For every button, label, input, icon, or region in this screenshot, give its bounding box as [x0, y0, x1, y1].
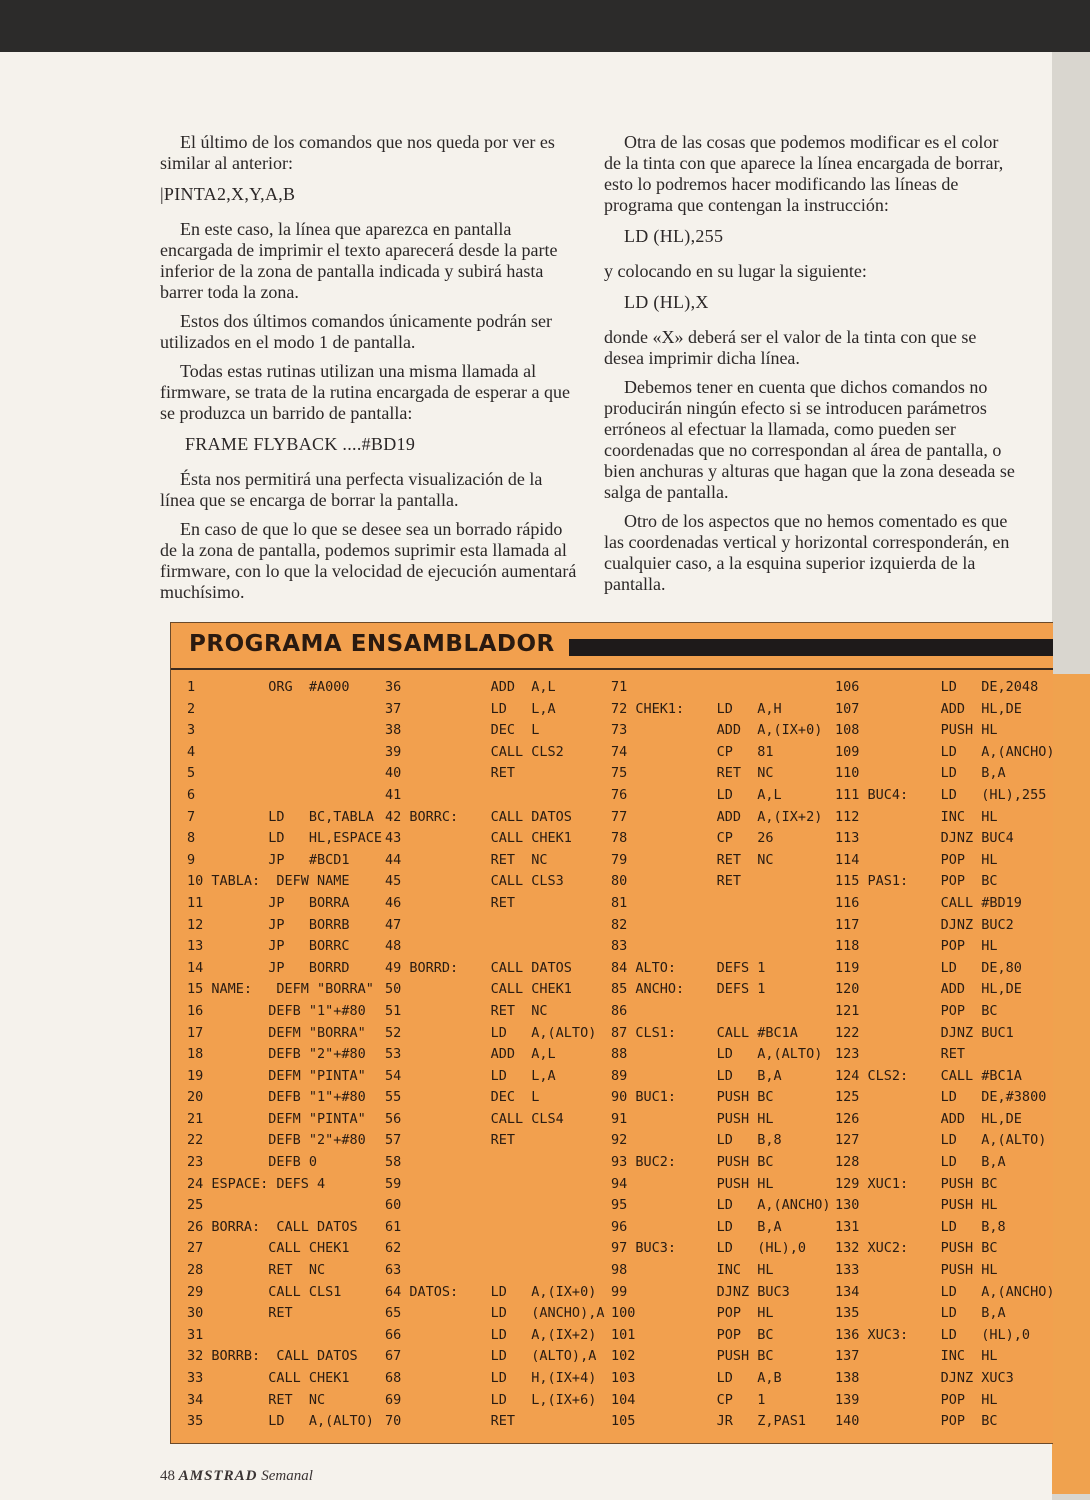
code-listing-line: 57 RET [385, 1132, 516, 1149]
code-line: LD (HL),X [624, 292, 709, 312]
code-listing-line: 51 RET NC [385, 1002, 548, 1019]
code-listing-line: 138 DJNZ XUC3 [835, 1370, 1014, 1386]
code-listing-line: 12 JP BORRB [187, 916, 350, 933]
code-listing-line: 3 [187, 722, 196, 739]
title-bar-decoration [569, 639, 1053, 656]
next-page-edge [1052, 52, 1090, 1500]
code-listing-line: 25 [187, 1197, 204, 1214]
code-listing-line: 63 [385, 1262, 402, 1279]
code-listing-line: 110 LD B,A [835, 765, 1006, 782]
code-listing-line: 86 [611, 1002, 628, 1019]
code-listing-line: 58 [385, 1154, 402, 1171]
code-listing-line: 55 DEC L [385, 1089, 540, 1106]
code-line: FRAME FLYBACK ....#BD19 [185, 434, 416, 454]
code-listing-line: 117 DJNZ BUC2 [835, 916, 1014, 933]
code-listing-line: 4 [187, 743, 196, 760]
paragraph: donde «X» deberá ser el valor de la tinta con que se desea imprimir dicha línea. [604, 327, 977, 368]
code-listing-line: 40 RET [385, 765, 516, 782]
code-listing-line: 116 CALL #BD19 [835, 894, 1022, 911]
code-line: LD (HL),255 [624, 226, 724, 246]
code-listing-line: 64 DATOS: LD A,(IX+0) [385, 1283, 597, 1300]
program-header [171, 623, 1053, 667]
code-listing-line: 32 BORRB: CALL DATOS [187, 1348, 358, 1365]
code-listing-line: 46 RET [385, 894, 516, 911]
code-listing-line: 111 BUC4: LD (HL),255 [835, 786, 1047, 803]
code-line: |PINTA2,X,Y,A,B [160, 184, 296, 204]
code-listing-line: 59 [385, 1175, 402, 1192]
code-listing-line: 5 [187, 765, 196, 782]
listing-column-1 [187, 677, 382, 1433]
code-listing-line: 23 DEFB 0 [187, 1154, 318, 1171]
code-listing-line: 79 RET NC [611, 851, 774, 868]
code-listing-line: 87 CLS1: CALL #BC1A [611, 1024, 798, 1041]
code-listing-line: 77 ADD A,(IX+2) [611, 808, 823, 825]
code-listing-line: 139 POP HL [835, 1391, 998, 1408]
paragraph: y colocando en su lugar la siguiente: [604, 261, 867, 281]
code-listing-line: 89 LD B,A [611, 1067, 782, 1084]
code-listing-line: 8 LD HL,ESPACE [187, 830, 383, 847]
code-listing-line: 83 [611, 938, 628, 955]
page-footer [160, 1468, 313, 1485]
code-listing-line: 80 RET [611, 873, 742, 890]
code-listing-line: 132 XUC2: PUSH BC [835, 1240, 998, 1257]
code-listing-line: 10 TABLA: DEFW NAME [187, 873, 350, 890]
code-listing-line: 52 LD A,(ALTO) [385, 1024, 597, 1041]
code-listing-line: 7 LD BC,TABLA [187, 808, 374, 825]
code-listing-line: 60 [385, 1197, 402, 1214]
code-listing-line: 28 RET NC [187, 1262, 326, 1279]
code-listing-line: 43 CALL CHEK1 [385, 830, 572, 847]
code-listing-line: 114 POP HL [835, 851, 998, 868]
code-listing-line: 47 [385, 916, 402, 933]
code-listing-line: 95 LD A,(ANCHO) [611, 1197, 831, 1214]
code-listing-line: 113 DJNZ BUC4 [835, 830, 1014, 847]
right-text-column [604, 132, 1016, 603]
code-listing-line: 39 CALL CLS2 [385, 743, 564, 760]
code-listing-line: 27 CALL CHEK1 [187, 1240, 350, 1257]
code-listing-line: 53 ADD A,L [385, 1046, 556, 1063]
code-listing-line: 36 ADD A,L [385, 679, 556, 695]
code-listing-line: 69 LD L,(IX+6) [385, 1391, 597, 1408]
code-listing-line: 76 LD A,L [611, 786, 782, 803]
code-listing-line: 121 POP BC [835, 1002, 998, 1019]
code-listing-line: 15 NAME: DEFM "BORRA" [187, 981, 374, 998]
code-listing-line: 19 DEFM "PINTA" [187, 1067, 366, 1084]
code-listing-line: 42 BORRC: CALL DATOS [385, 808, 572, 825]
program-title: PROGRAMA ENSAMBLADOR [189, 631, 555, 657]
next-page-orange-edge [1052, 674, 1090, 1494]
code-listing-line: 62 [385, 1240, 402, 1257]
code-listing-line: 41 [385, 786, 402, 803]
code-listing-line: 128 LD B,A [835, 1154, 1006, 1171]
code-listing-line: 65 LD (ANCHO),A [385, 1305, 605, 1322]
code-listing-line: 93 BUC2: PUSH BC [611, 1154, 774, 1171]
code-listing-line: 112 INC HL [835, 808, 998, 825]
code-listing-line: 101 POP BC [611, 1326, 774, 1343]
code-listing-line: 135 LD B,A [835, 1305, 1006, 1322]
left-text-column [160, 132, 580, 611]
paragraph: Estos dos últimos comandos únicamente podrán ser utilizados en el modo 1 de pantalla. [160, 311, 552, 352]
code-listing-line: 37 LD L,A [385, 700, 556, 717]
code-listing-line: 126 ADD HL,DE [835, 1110, 1022, 1127]
code-listing-line: 129 XUC1: PUSH BC [835, 1175, 998, 1192]
code-listing-line: 85 ANCHO: DEFS 1 [611, 981, 766, 998]
code-listing-line: 91 PUSH HL [611, 1110, 774, 1127]
code-listing-line: 140 POP BC [835, 1413, 998, 1430]
code-listing-line: 75 RET NC [611, 765, 774, 782]
code-listing-line: 48 [385, 938, 402, 955]
code-listing-line: 38 DEC L [385, 722, 540, 739]
paragraph: Otro de los aspectos que no hemos comentado es que las coordenadas vertical y horizontal corresponderán, en cualquier caso, a la esquina superior izquierda de la pantalla. [604, 511, 1010, 594]
code-listing-line: 20 DEFB "1"+#80 [187, 1089, 366, 1106]
code-listing-line: 72 CHEK1: LD A,H [611, 700, 782, 717]
code-listing-line: 31 [187, 1326, 204, 1343]
code-listing-line: 1 ORG #A000 [187, 679, 350, 695]
magazine-brand: AMSTRAD [178, 1468, 258, 1484]
code-listing-line: 67 LD (ALTO),A [385, 1348, 597, 1365]
code-listing-line: 54 LD L,A [385, 1067, 556, 1084]
code-listing-line: 105 JR Z,PAS1 [611, 1413, 807, 1430]
paragraph: Otra de las cosas que podemos modificar es el color de la tinta con que aparece la línea encargada de borrar, esto lo podremos hacer modificando las líneas de programa que contengan la instrucción: [604, 132, 1004, 215]
code-listing-line: 125 LD DE,#3800 [835, 1089, 1047, 1106]
code-listing-line: 131 LD B,8 [835, 1218, 1006, 1235]
code-listing-line: 16 DEFB "1"+#80 [187, 1002, 366, 1019]
code-listing-line: 35 LD A,(ALTO) [187, 1413, 374, 1430]
code-listing-line: 24 ESPACE: DEFS 4 [187, 1175, 326, 1192]
code-listing-line: 30 RET [187, 1305, 293, 1322]
code-listing-line: 119 LD DE,80 [835, 959, 1022, 976]
code-listing-line: 70 RET [385, 1413, 516, 1430]
code-listing-line: 34 RET NC [187, 1391, 326, 1408]
code-listing-line: 92 LD B,8 [611, 1132, 782, 1149]
code-listing-line: 66 LD A,(IX+2) [385, 1326, 597, 1343]
code-listing-line: 108 PUSH HL [835, 722, 998, 739]
code-listing-line: 81 [611, 894, 628, 911]
code-listing-line: 84 ALTO: DEFS 1 [611, 959, 766, 976]
code-listing-line: 9 JP #BCD1 [187, 851, 350, 868]
code-listing-line: 123 RET [835, 1046, 966, 1063]
code-listing-line: 118 POP HL [835, 938, 998, 955]
code-listing-line: 49 BORRD: CALL DATOS [385, 959, 572, 976]
code-listing-line: 100 POP HL [611, 1305, 774, 1322]
code-listing-line: 88 LD A,(ALTO) [611, 1046, 823, 1063]
paragraph: El último de los comandos que nos queda por ver es similar al anterior: [160, 132, 555, 173]
code-listing-line: 71 [611, 679, 628, 695]
page-number: 48 [160, 1468, 175, 1484]
code-listing-line: 13 JP BORRC [187, 938, 350, 955]
code-listing-line: 61 [385, 1218, 402, 1235]
code-listing-line: 122 DJNZ BUC1 [835, 1024, 1014, 1041]
listing-column-3 [611, 677, 830, 1433]
code-listing-line: 2 [187, 700, 196, 717]
code-listing-line: 45 CALL CLS3 [385, 873, 564, 890]
code-listing-line: 94 PUSH HL [611, 1175, 774, 1192]
code-listing-line: 106 LD DE,2048 [835, 679, 1039, 695]
code-listing-line: 109 LD A,(ANCHO) [835, 743, 1055, 760]
code-listing-line: 96 LD B,A [611, 1218, 782, 1235]
code-listing-line: 102 PUSH BC [611, 1348, 774, 1365]
code-listing-line: 124 CLS2: CALL #BC1A [835, 1067, 1022, 1084]
code-listing-line: 56 CALL CLS4 [385, 1110, 564, 1127]
code-listing-line: 33 CALL CHEK1 [187, 1370, 350, 1386]
code-listing-line: 120 ADD HL,DE [835, 981, 1022, 998]
code-listing-line: 103 LD A,B [611, 1370, 782, 1386]
paragraph: Ésta nos permitirá una perfecta visualización de la línea que se encarga de borrar la pantalla. [160, 469, 543, 510]
code-listing-line: 68 LD H,(IX+4) [385, 1370, 597, 1386]
code-listing-line: 107 ADD HL,DE [835, 700, 1022, 717]
paragraph: Todas estas rutinas utilizan una misma llamada al firmware, se trata de la rutina encargada de esperar a que se produzca un barrido de pantalla: [160, 361, 570, 423]
code-listing-line: 104 CP 1 [611, 1391, 766, 1408]
code-listing-line: 18 DEFB "2"+#80 [187, 1046, 366, 1063]
listing-column-4 [835, 677, 1054, 1433]
program-listing-box [170, 622, 1053, 1444]
paragraph: En caso de que lo que se desee sea un borrado rápido de la zona de pantalla, podemos suprimir esta llamada al firmware, con lo que la velocidad de ejecución aumentará muchísimo. [160, 519, 577, 602]
listing-column-2 [385, 677, 604, 1433]
code-listing-line: 11 JP BORRA [187, 894, 350, 911]
code-listing-line: 17 DEFM "BORRA" [187, 1024, 366, 1041]
code-listing-line: 127 LD A,(ALTO) [835, 1132, 1047, 1149]
code-listing-line: 90 BUC1: PUSH BC [611, 1089, 774, 1106]
code-listing-line: 133 PUSH HL [835, 1262, 998, 1279]
code-listing-line: 50 CALL CHEK1 [385, 981, 572, 998]
code-listing-line: 136 XUC3: LD (HL),0 [835, 1326, 1031, 1343]
code-listing-line: 130 PUSH HL [835, 1197, 998, 1214]
paragraph: Debemos tener en cuenta que dichos comandos no producirán ningún efecto si se introducen parámetros erróneos al efectuar la llamada, como pueden ser coordenadas que no correspondan al área de pantalla, o bien anchuras y alturas que hagan que la zona deseada se salga de pantalla. [604, 377, 1015, 502]
code-listing-line: 21 DEFM "PINTA" [187, 1110, 366, 1127]
code-listing-line: 26 BORRA: CALL DATOS [187, 1218, 358, 1235]
code-listing-line: 73 ADD A,(IX+0) [611, 722, 823, 739]
code-listing-line: 137 INC HL [835, 1348, 998, 1365]
paragraph: En este caso, la línea que aparezca en pantalla encargada de imprimir el texto aparecerá desde la parte inferior de la zona de pantalla indicada y subirá hasta barrer toda la zona. [160, 219, 558, 302]
code-listing-line: 99 DJNZ BUC3 [611, 1283, 790, 1300]
code-listing-line: 44 RET NC [385, 851, 548, 868]
code-listing-line: 22 DEFB "2"+#80 [187, 1132, 366, 1149]
code-listing-line: 29 CALL CLS1 [187, 1283, 342, 1300]
magazine-subtitle: Semanal [261, 1468, 313, 1484]
code-listing-line: 14 JP BORRD [187, 959, 350, 976]
code-listing-line: 78 CP 26 [611, 830, 774, 847]
code-listing-line: 98 INC HL [611, 1262, 774, 1279]
code-listing-line: 134 LD A,(ANCHO) [835, 1283, 1055, 1300]
header-divider [171, 668, 1053, 670]
code-listing-line: 82 [611, 916, 628, 933]
code-listing-line: 97 BUC3: LD (HL),0 [611, 1240, 807, 1257]
code-listing-line: 6 [187, 786, 196, 803]
code-listing-line: 74 CP 81 [611, 743, 774, 760]
code-listing-line: 115 PAS1: POP BC [835, 873, 998, 890]
